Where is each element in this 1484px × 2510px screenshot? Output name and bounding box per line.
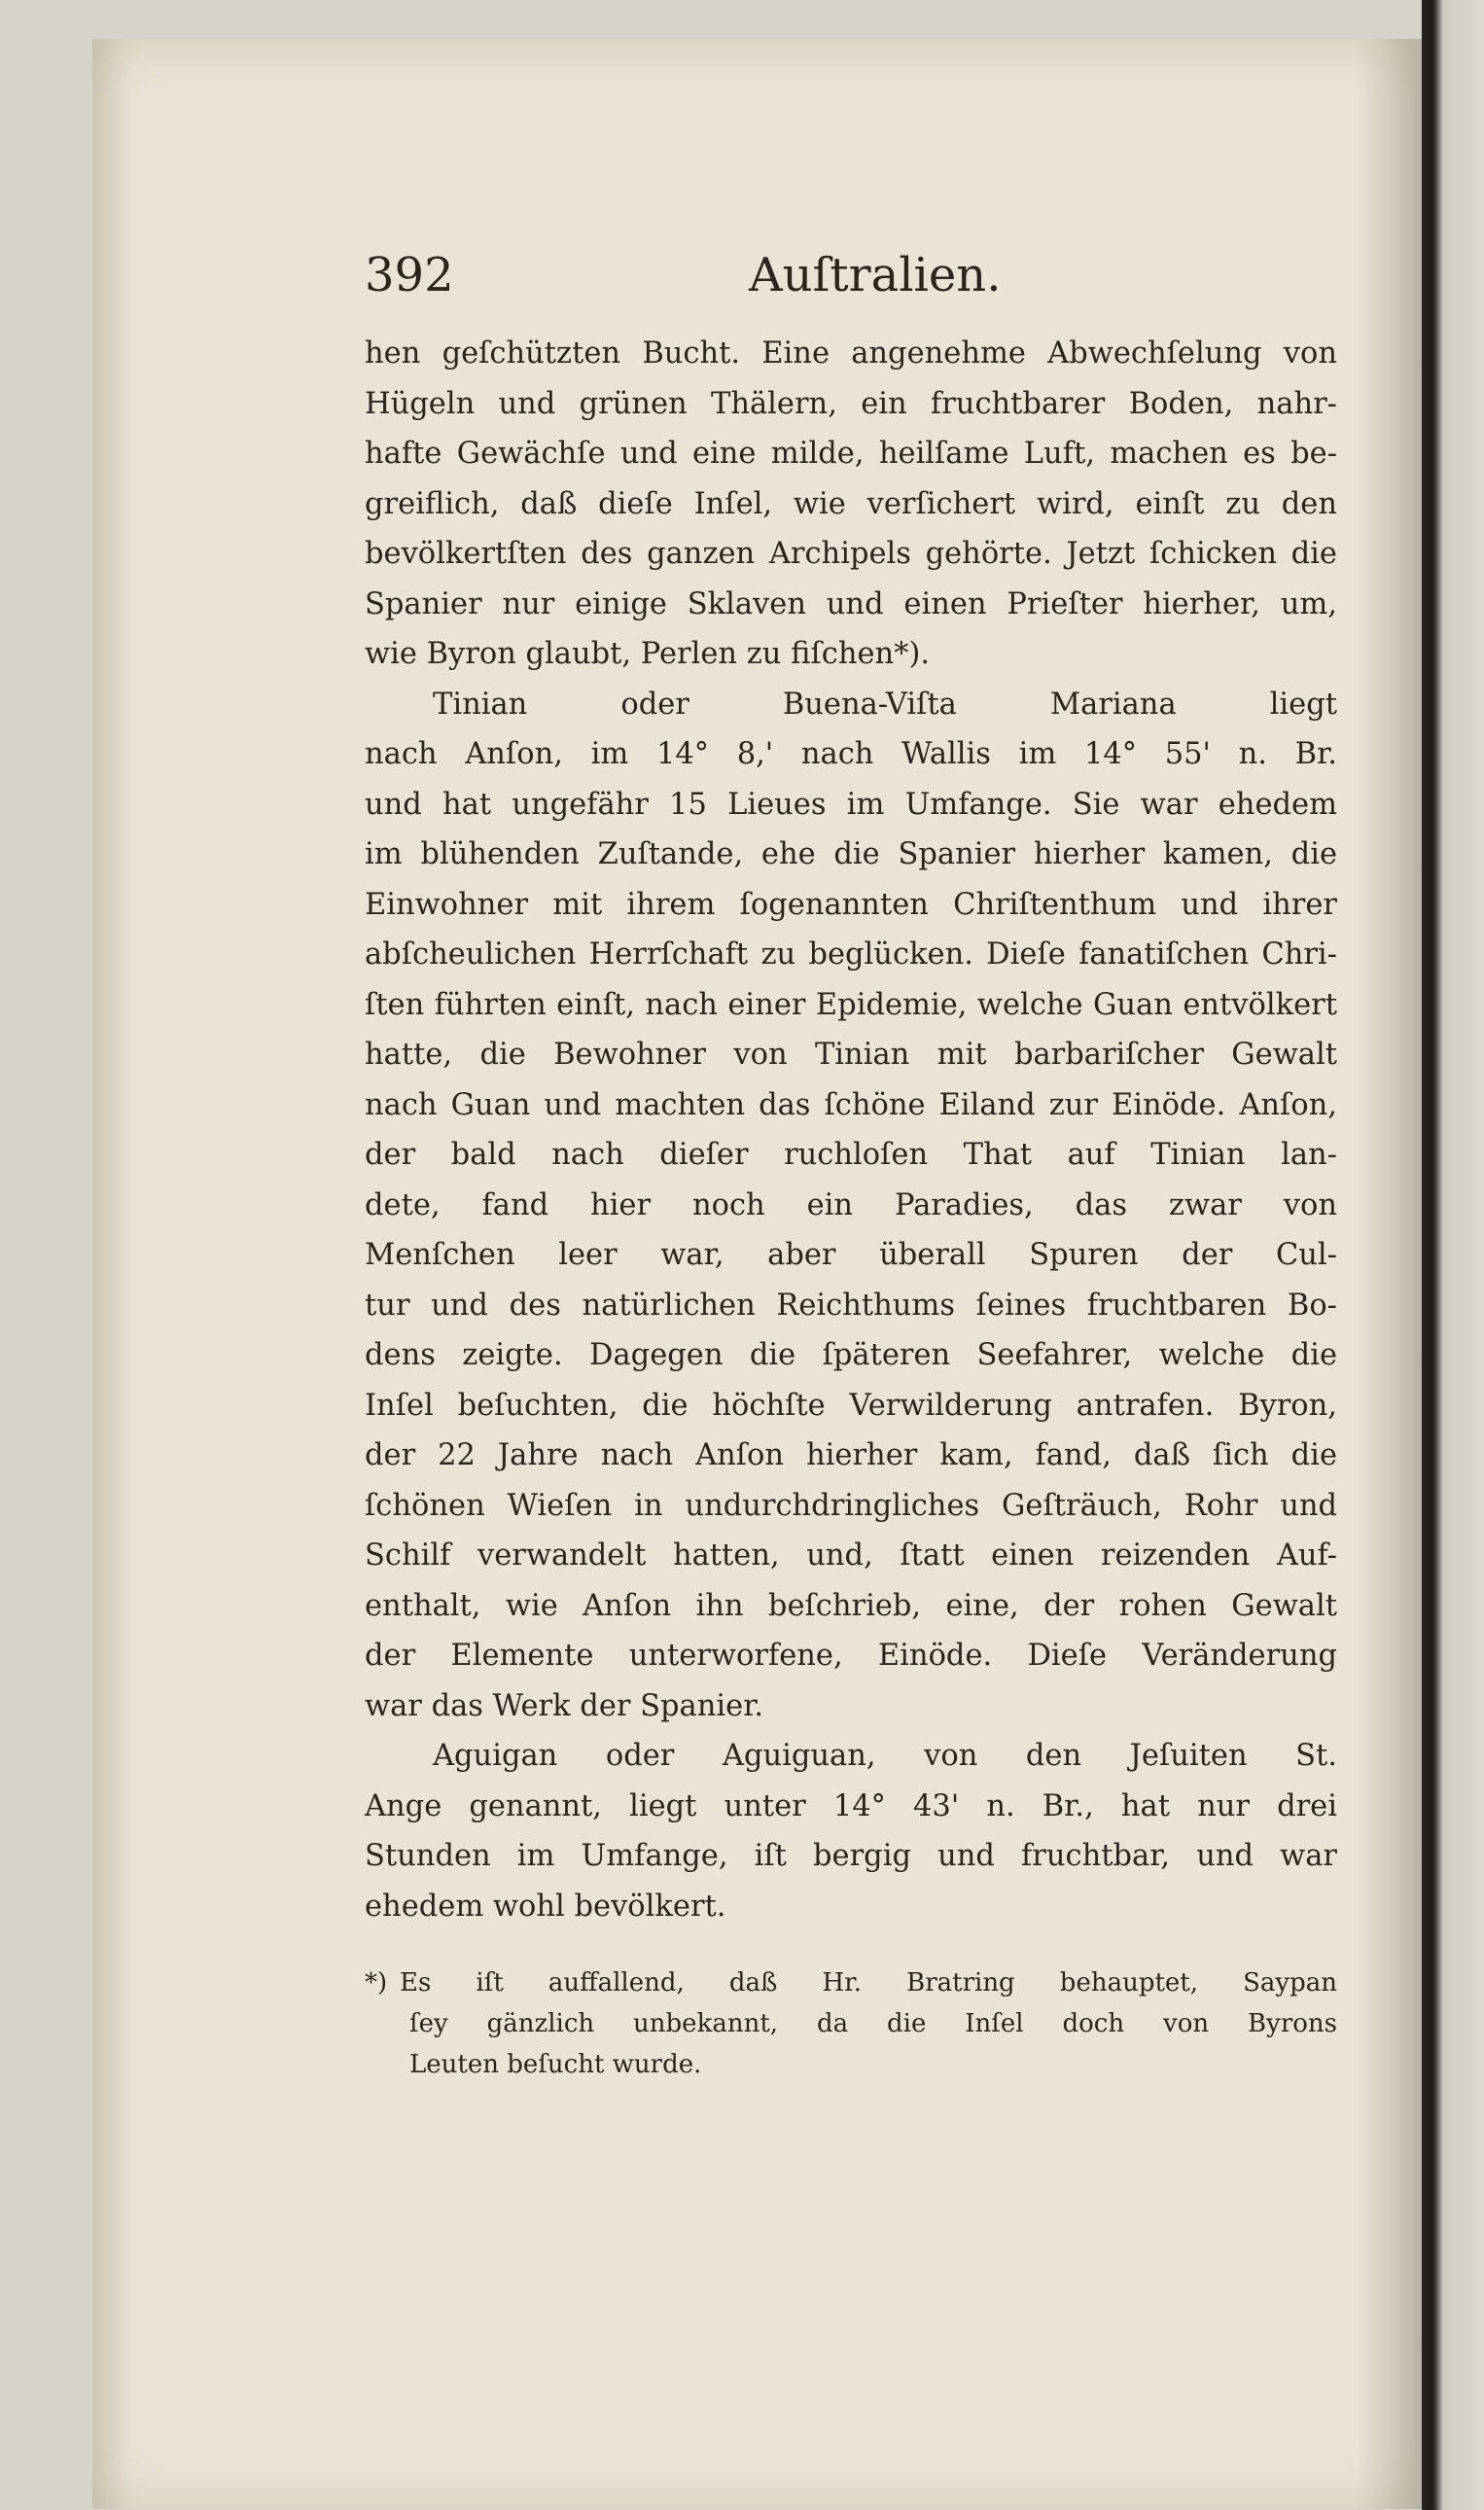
footnote-line: ſey gänzlich unbekannt, da die Inſel doch von Byrons: [409, 2009, 1337, 2038]
text-line: Hügeln und grünen Thälern, ein fruchtbarer Boden, nahr-: [365, 386, 1337, 421]
text-line: Einwohner mit ihrem ſogenannten Chriſtenthum und ihrer: [365, 887, 1337, 922]
text-line: bevölkertſten des ganzen Archipels gehörte. Jetzt ſchicken die: [365, 537, 1337, 571]
text-line: ſchönen Wieſen in undurchdringliches Geſträuch, Rohr und: [365, 1488, 1337, 1523]
text-line: der Elemente unterworfene, Einöde. Dieſe Veränderung: [365, 1639, 1337, 1673]
footnote-line: [365, 1962, 1337, 2003]
running-head: Auſtralien.: [749, 248, 1002, 302]
text-line: Schilf verwandelt hatten, und, ſtatt einen reizenden Auf-: [365, 1538, 1337, 1573]
text-line: Inſel beſuchten, die höchſte Verwilderung antrafen. Byron,: [365, 1388, 1337, 1423]
text-line: hatte, die Bewohner von Tinian mit barbariſcher Gewalt: [365, 1038, 1337, 1072]
text-line: der 22 Jahre nach Anſon hierher kam, fand, daß ſich die: [365, 1438, 1337, 1472]
text-line: Menſchen leer war, aber überall Spuren der Cul-: [365, 1238, 1337, 1272]
body-text: [365, 329, 1337, 1931]
text-line: ehedem wohl bevölkert.: [365, 1889, 726, 1924]
footnote: [365, 1962, 1337, 2085]
text-line: war das Werk der Spanier.: [365, 1688, 764, 1723]
gutter-shadow: [1357, 39, 1423, 2509]
text-line: Spanier nur einige Sklaven und einen Prieſter hierher, um,: [365, 586, 1337, 621]
footnote-line: Leuten beſucht wurde.: [409, 2050, 702, 2079]
text-line: nach Anſon, im 14° 8,' nach Wallis im 14° 55' n. Br.: [365, 737, 1337, 771]
text-line: der bald nach dieſer ruchloſen That auf Tinian lan-: [365, 1138, 1337, 1172]
adjacent-page-edge: [1422, 0, 1484, 2510]
text-line: tur und des natürlichen Reichthums ſeines fruchtbaren Bo-: [365, 1288, 1337, 1323]
text-line: Aguigan oder Aguiguan, von den Jeſuiten St.: [433, 1739, 1337, 1773]
text-line: hafte Gewächſe und eine milde, heilſame Luft, machen es be-: [365, 437, 1337, 471]
text-line: enthalt, wie Anſon ihn beſchrieb, eine, der rohen Gewalt: [365, 1588, 1337, 1623]
text-line: wie Byron glaubt, Perlen zu fiſchen*).: [365, 637, 931, 671]
text-line: im blühenden Zuſtande, ehe die Spanier hierher kamen, die: [365, 837, 1337, 871]
text-line: Ange genannt, liegt unter 14° 43' n. Br., hat nur drei: [365, 1788, 1337, 1823]
footnote-marker: *): [365, 1968, 388, 1997]
text-line: und hat ungefähr 15 Lieues im Umfange. Sie war ehedem: [365, 787, 1337, 822]
text-line: dete, fand hier noch ein Paradies, das zwar von: [365, 1187, 1337, 1222]
text-line: ſten führten einſt, nach einer Epidemie, welche Guan entvölkert: [365, 987, 1337, 1022]
text-line: greiflich, daß dieſe Inſel, wie verſichert wird, einſt zu den: [365, 486, 1337, 521]
footnote-text: Es iſt auffallend, daß Hr. Bratring behauptet, Saypan: [400, 1968, 1337, 1997]
text-line: abſcheulichen Herrſchaft zu beglücken. Dieſe fanatiſchen Chri-: [365, 937, 1337, 972]
text-line: nach Guan und machten das ſchöne Eiland zur Einöde. Anſon,: [365, 1087, 1337, 1122]
text-line: Tinian oder Buena-Viſta Mariana liegt: [433, 687, 1337, 722]
text-line: hen geſchützten Bucht. Eine angenehme Abwechſelung von: [365, 336, 1337, 371]
text-line: dens zeigte. Dagegen die ſpäteren Seefahrer, welche die: [365, 1338, 1337, 1372]
page-header: [365, 248, 1347, 316]
page-number: 392: [365, 248, 454, 302]
page-edge-shadow: [92, 39, 131, 2509]
text-line: Stunden im Umfange, iſt bergig und fruchtbar, und war: [365, 1839, 1337, 1873]
